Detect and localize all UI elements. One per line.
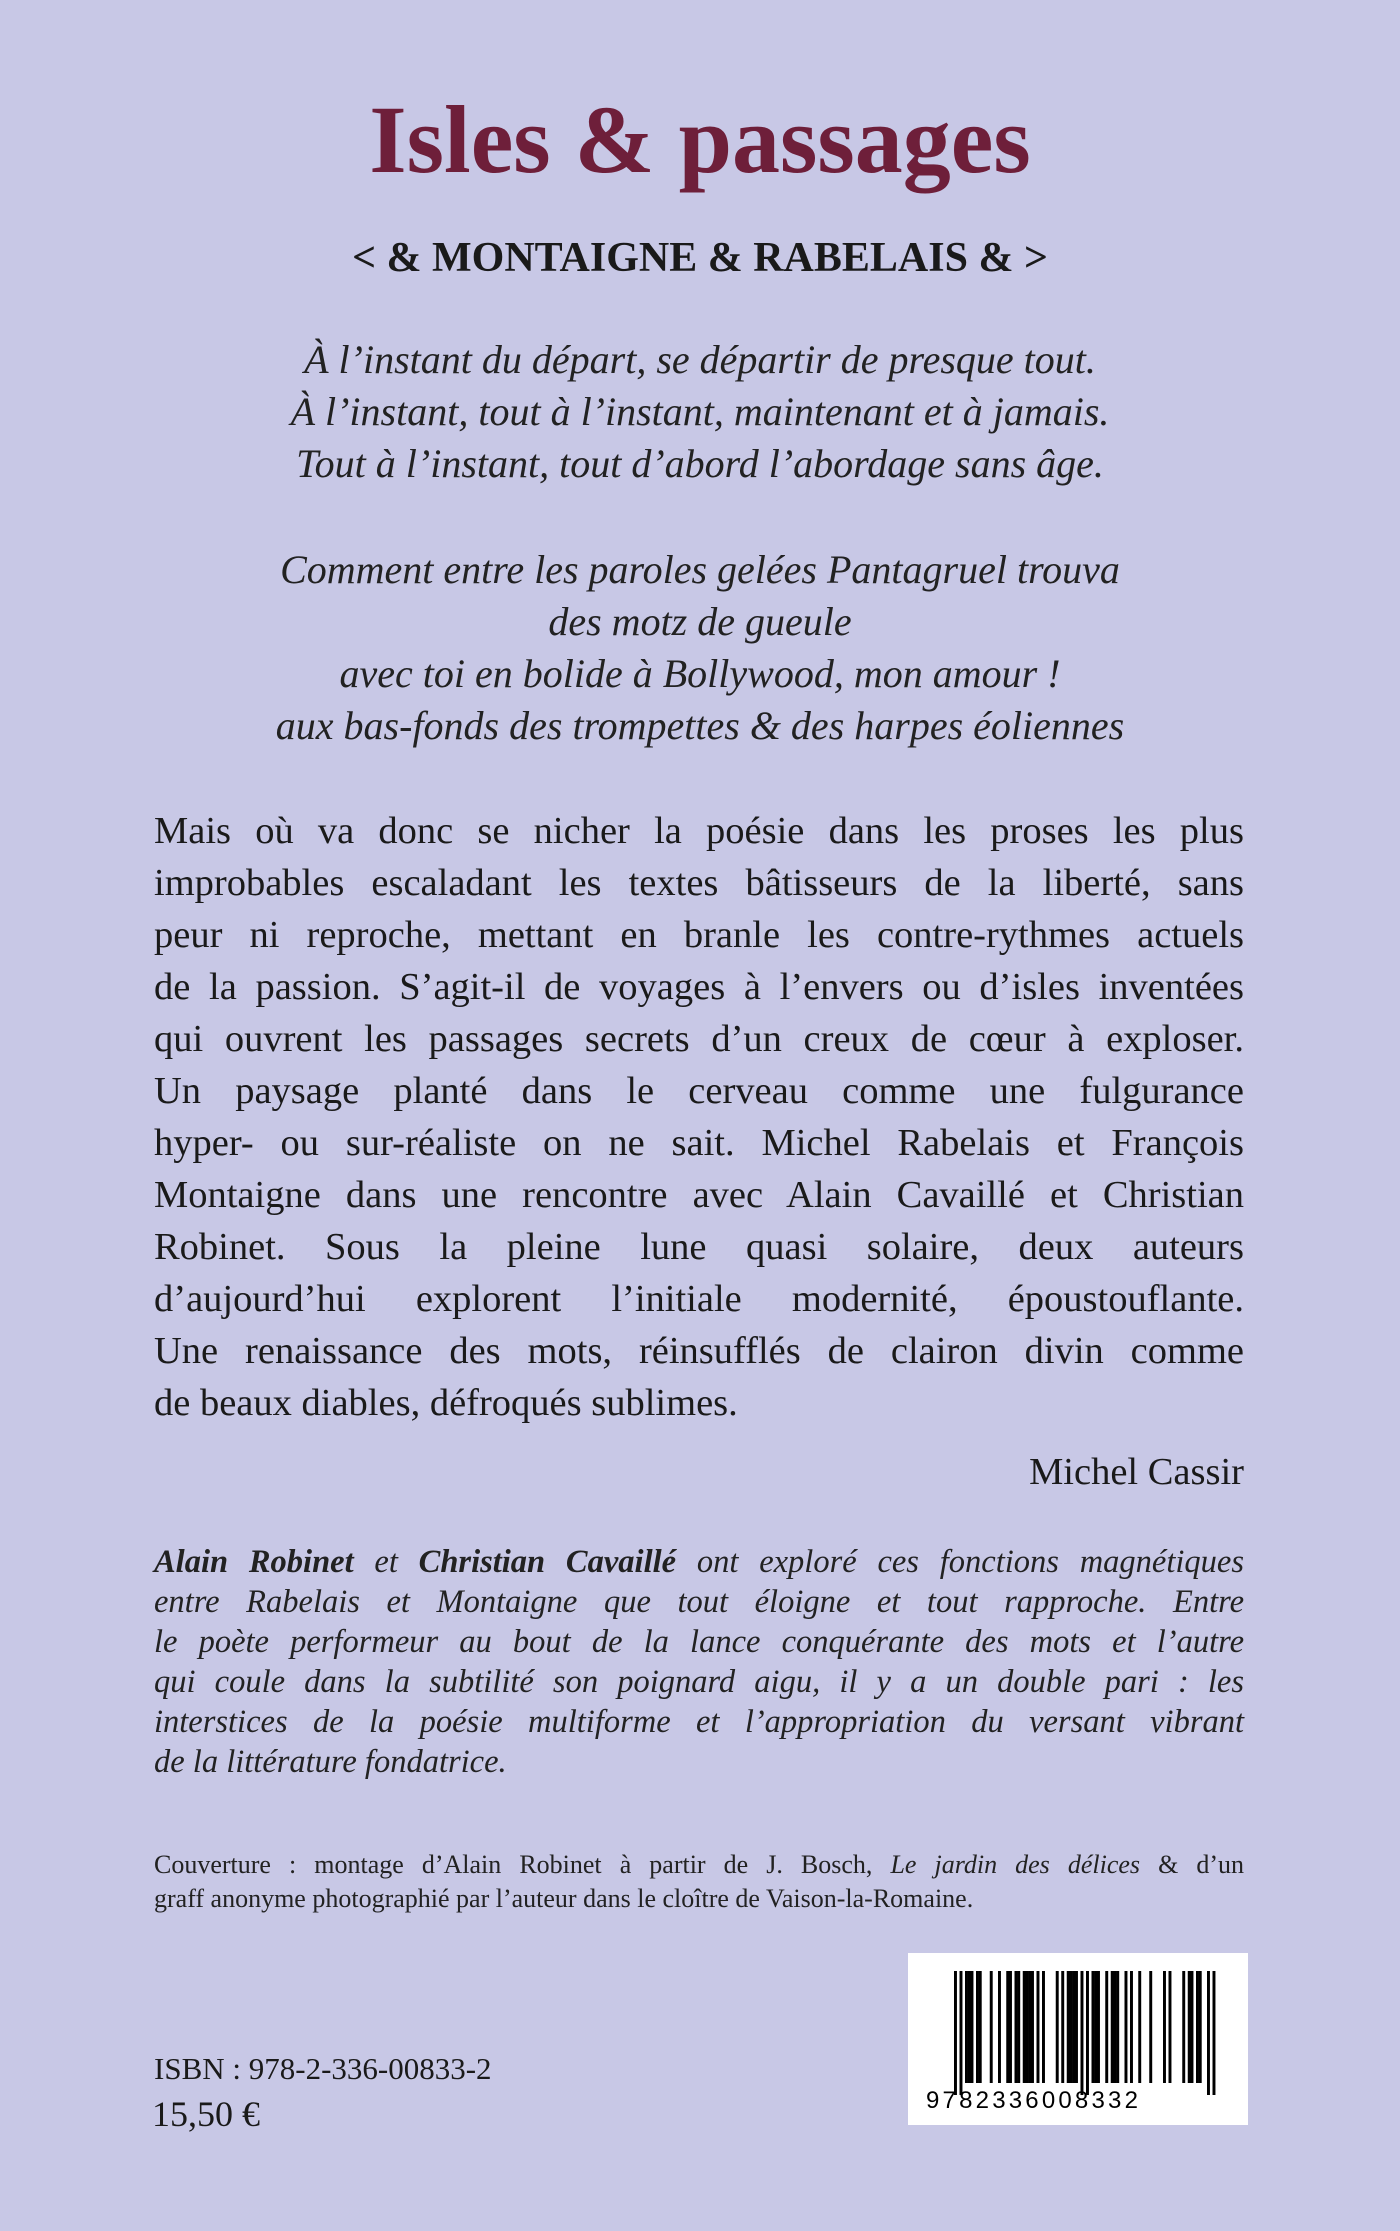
barcode-bar [1125,1971,1128,2083]
barcode-bar [1086,1971,1089,2095]
authors-line: de la littérature fondatrice. [154,1744,507,1780]
barcode-bar [1207,1971,1210,2095]
blurb-line: Une renaissance des mots, réinsufflés de clairon divin comme [154,1330,1244,1372]
blurb-line: improbables escaladant les textes bâtisseurs de la liberté, sans [154,862,1244,904]
poem-line: avec toi en bolide à Bollywood, mon amour ! [339,651,1061,696]
blurb-line: Mais où va donc se nicher la poésie dans les proses les plus [154,810,1244,852]
author-name-1: Alain Robinet [154,1544,354,1580]
poem-line: Tout à l’instant, tout d’abord l’abordage sans âge. [296,441,1104,486]
barcode-bar [1182,1971,1185,2083]
credits-end: & d’un [1140,1850,1245,1879]
barcode-bar [1105,1971,1108,2083]
poem-line: des motz de gueule [548,599,852,644]
barcode-bar [1070,1971,1073,2083]
blurb-line: peur ni reproche, mettant en branle les contre-rythmes actuels [154,914,1244,956]
barcode-bar [1072,1971,1075,2083]
price-label: 15,50 € [152,2094,260,2134]
barcode-bar [1075,1971,1078,2083]
barcode-bar [1031,1971,1034,2083]
credits-line-1 [154,1848,1244,1882]
barcode-bar [1116,1971,1119,2083]
cover-credits [154,1848,1244,1916]
barcode-digits: 9782336008332 [926,2087,1142,2114]
blurb-signature: Michel Cassir [1029,1451,1244,1493]
authors-line: entre Rabelais et Montaigne que tout éloigne et tout rapproche. Entre [154,1584,1244,1620]
artwork-title: Le jardin des délices [890,1850,1141,1879]
blurb-paragraph [154,805,1244,1429]
blurb-line: qui ouvrent les passages secrets d’un creux de cœur à exploser. [154,1018,1244,1060]
barcode-bar [1009,1971,1012,2083]
barcode-bar [979,1971,982,2083]
book-subtitle: < & MONTAIGNE & RABELAIS & > [352,235,1048,281]
poem-line: À l’instant du départ, se départir de presque tout. [304,337,1096,382]
barcode-bar [1163,1971,1166,2083]
authors-line-1-rest: ont exploré ces fonctions magnétiques [676,1544,1244,1580]
barcode-bar [1026,1971,1029,2083]
barcode-bar [976,1971,979,2083]
blurb-line: Robinet. Sous la pleine lune quasi solaire, deux auteurs [154,1226,1244,1268]
credits-start: Couverture : montage d’Alain Robinet à partir de J. Bosch, [154,1850,891,1879]
barcode-bar [954,1971,957,2095]
barcode-bar [1067,1971,1070,2083]
authors-conjunction: et [353,1544,419,1580]
barcode-bar [1188,1971,1191,2083]
isbn-label: ISBN : 978-2-336-00833-2 [154,2051,492,2086]
barcode-bar [1081,1971,1084,2095]
barcode-bar [1028,1971,1031,2083]
blurb-line: de la passion. S’agit-il de voyages à l’envers ou d’isles inventées [154,966,1244,1008]
barcode-bar [971,1971,974,2083]
barcode-bar [1056,1971,1059,2083]
poem-line: À l’instant, tout à l’instant, maintenant et à jamais. [290,389,1110,434]
barcode-bar [968,1971,971,2083]
authors-line: interstices de la poésie multiforme et l’appropriation du versant vibrant [154,1704,1244,1740]
barcode-bar [1169,1971,1172,2083]
barcode-bar [1138,1971,1141,2083]
poem-line: Comment entre les paroles gelées Pantagruel trouva [280,547,1120,592]
barcode-bar [1196,1971,1199,2083]
poem-line: aux bas-fonds des trompettes & des harpes éoliennes [275,703,1125,748]
blurb-line: d’aujourd’hui explorent l’initiale modernité, époustouflante. [154,1278,1244,1320]
barcode-bar [990,1971,993,2083]
barcode-bar [1061,1971,1064,2083]
authors-line: le poète performeur au bout de la lance conquérante des mots et l’autre [154,1624,1244,1660]
authors-line-1 [154,1542,1244,1582]
barcode-bar [998,1971,1001,2083]
blurb-line: Montaigne dans une rencontre avec Alain Cavaillé et Christian [154,1174,1244,1216]
barcode-bar [960,1971,963,2095]
barcode-bar [1015,1971,1018,2083]
book-title: Isles & passages [369,86,1031,193]
barcode-bar [1213,1971,1216,2095]
barcode-bar [1149,1971,1152,2083]
poem-stanza-1 [100,334,1300,490]
barcode-bar [1042,1971,1045,2083]
barcode-bar [1092,1971,1095,2083]
blurb-line: Un paysage planté dans le cerveau comme une fulgurance [154,1070,1244,1112]
barcode-bar [1111,1971,1114,2083]
blurb-line: de beaux diables, défroqués sublimes. [154,1382,738,1424]
barcode-bar [1006,1971,1009,2083]
barcode-bar [1017,1971,1020,2083]
authors-line: qui coule dans la subtilité son poignard aigu, il y a un double pari : les [154,1664,1244,1700]
credits-line-2: graff anonyme photographié par l’auteur dans le cloître de Vaison-la-Romaine. [154,1884,974,1913]
barcode-bar [1094,1971,1097,2083]
barcode [908,1953,1248,2125]
barcode-bar [1199,1971,1202,2083]
barcode-bar [1023,1971,1026,2083]
barcode-bar [1191,1971,1194,2083]
barcode-bar [965,1971,968,2083]
blurb-line: hyper- ou sur-réaliste on ne sait. Michel Rabelais et François [154,1122,1244,1164]
barcode-bar [1037,1971,1040,2083]
barcode-bar [1097,1971,1100,2083]
authors-paragraph [154,1542,1244,1782]
poem-stanza-2 [100,544,1300,752]
barcode-bar [1114,1971,1117,2083]
author-name-2: Christian Cavaillé [418,1544,677,1580]
barcode-bar [1130,1971,1133,2083]
